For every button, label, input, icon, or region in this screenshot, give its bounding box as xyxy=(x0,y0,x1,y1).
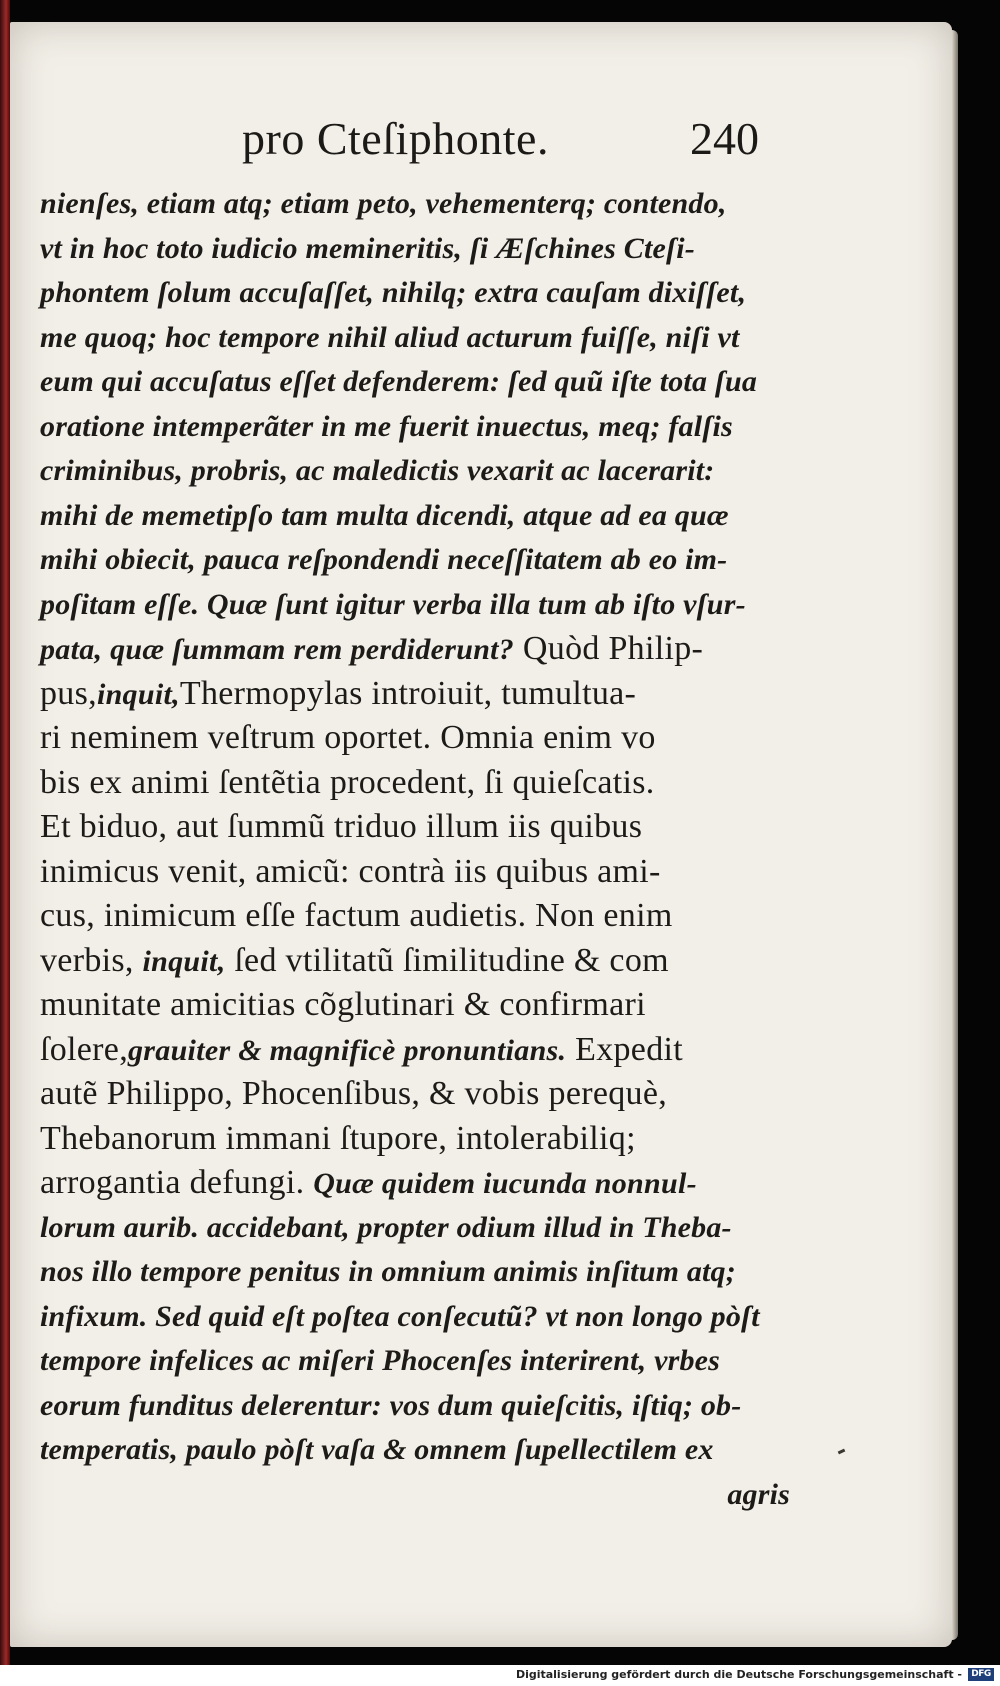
roman-segment: verbis, xyxy=(40,941,134,979)
text-line: ri neminem veſtrum oportet. Omnia enim vo xyxy=(40,719,656,756)
book-page xyxy=(10,22,952,1647)
text-line: inimicus venit, amicũ: contrà iis quibus ami- xyxy=(40,852,661,890)
book-spine-edge xyxy=(0,0,10,1665)
text-line: me quoq; hoc tempore nihil aliud acturum fuiſſe, niſi vt xyxy=(40,320,740,354)
italic-segment: pata, quæ ſummam rem perdiderunt? xyxy=(40,633,515,666)
dfg-logo-icon: DFG xyxy=(968,1668,994,1681)
text-line: tempore infelices ac miſeri Phocenſes interirent, vrbes xyxy=(40,1344,721,1377)
text-line: mihi obiecit, pauca reſpondendi neceſſitatem ab eo im- xyxy=(40,543,728,576)
text-line: cus, inimicum eſſe factum audietis. Non enim xyxy=(40,897,673,934)
text-line: Et biduo, aut ſummũ triduo illum iis quibus xyxy=(40,808,643,845)
footer-bar xyxy=(0,1665,1000,1686)
text-line: bis ex animi ſentẽtia procedent, ſi quieſcatis. xyxy=(40,763,655,801)
italic-segment: inquit, xyxy=(142,944,226,978)
text-line: temperatis, paulo pòſt vaſa & omnem ſupellectilem ex xyxy=(40,1433,714,1466)
text-line: phontem ſolum accuſaſſet, nihilq; extra cauſam dixiſſet, xyxy=(40,276,747,309)
text-line xyxy=(40,672,800,717)
roman-segment: ſed vtilitatũ ſimilitudine & com xyxy=(234,941,669,979)
text-line: lorum aurib. accidebant, propter odium illud in Theba- xyxy=(40,1210,732,1244)
text-line: munitate amicitias cõglutinari & confirmari xyxy=(40,986,646,1023)
funding-credit: Digitalisierung gefördert durch die Deutsche Forschungsgemeinschaft - xyxy=(515,1668,962,1681)
text-line: nos illo tempore penitus in omnium animis inſitum atq; xyxy=(40,1255,736,1288)
text-line xyxy=(40,1028,800,1073)
text-line: vt in hoc toto iudicio memineritis, ſi Æſchines Cteſi- xyxy=(40,231,695,265)
text-line xyxy=(40,627,800,672)
text-line: autẽ Philippo, Phocenſibus, & vobis perequè, xyxy=(40,1075,668,1112)
text-line: Thebanorum immani ſtupore, intolerabiliq; xyxy=(40,1119,636,1157)
text-line: criminibus, probris, ac maledictis vexarit ac lacerarit: xyxy=(40,454,715,487)
text-block xyxy=(40,182,800,1517)
text-line: eum qui accuſatus eſſet defenderem: ſed quũ iſte tota ſua xyxy=(40,365,758,398)
italic-segment: inquit, xyxy=(96,677,180,711)
ink-mark xyxy=(838,1449,846,1455)
text-line: nienſes, etiam atq; etiam peto, vehementerq; contendo, xyxy=(40,187,727,220)
text-line: oratione intemperãter in me fuerit inuectus, meq; falſis xyxy=(40,409,733,443)
roman-segment: Expedit xyxy=(575,1030,683,1068)
page-edge-shadow xyxy=(952,30,958,1640)
italic-segment: Quæ quidem iucunda nonnul- xyxy=(313,1167,697,1200)
text-line: poſitam eſſe. Quæ ſunt igitur verba illa tum ab iſto vſur- xyxy=(40,587,746,621)
catchword: agris xyxy=(727,1477,790,1511)
roman-segment: ſolere, xyxy=(40,1030,128,1068)
italic-segment: grauiter & magnificè pronuntians. xyxy=(128,1033,567,1067)
roman-segment: Quòd Philip- xyxy=(522,630,704,667)
text-line: eorum funditus delerentur: vos dum quieſcitis, iſtiq; ob- xyxy=(40,1388,742,1422)
running-title: pro Cteſiphonte. xyxy=(242,113,549,164)
page-number: 240 xyxy=(690,113,759,164)
roman-segment: pus, xyxy=(40,674,97,712)
text-line: infixum. Sed quid eſt poſtea conſecutũ? vt non longo pòſt xyxy=(40,1299,760,1333)
roman-segment: Thermopylas introiuit, tumultua- xyxy=(179,674,637,712)
roman-segment: arrogantia defungi. xyxy=(40,1164,305,1201)
page-header xyxy=(10,112,952,172)
text-line xyxy=(40,1161,800,1206)
text-line: mihi de memetipſo tam multa dicendi, atque ad ea quæ xyxy=(40,498,729,532)
text-line xyxy=(40,939,800,984)
